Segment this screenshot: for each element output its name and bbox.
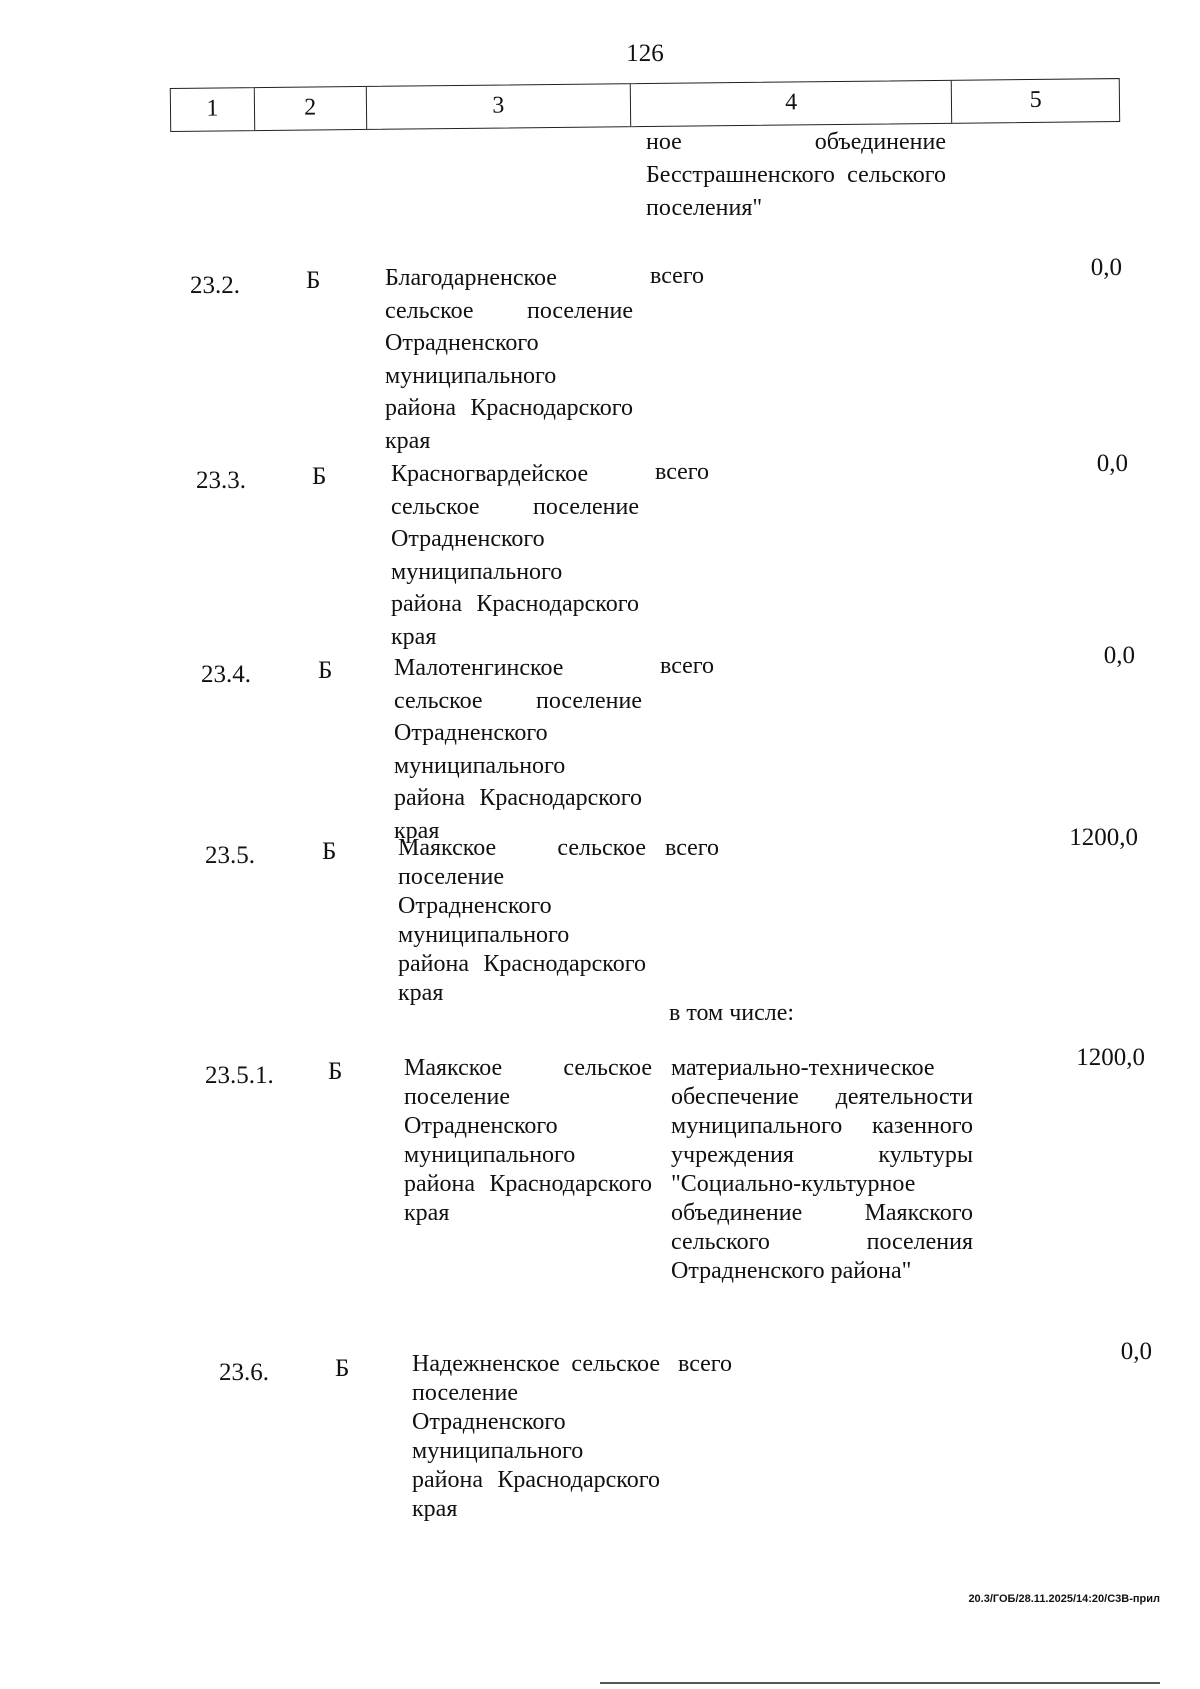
row-recipient-name: Надежненское сельское поселение Отрадненского муниципального района Краснодарского края — [412, 1351, 660, 1522]
column-header-5: 5 — [1029, 86, 1042, 113]
row-amount: 0,0 — [1120, 1338, 1152, 1365]
row-amount: 0,0 — [1096, 450, 1128, 477]
row-number: 23.6. — [219, 1359, 269, 1386]
row-amount: 0,0 — [1103, 642, 1135, 669]
continuation-text: ное объединение Бесстрашненского сельского поселения" — [646, 129, 946, 221]
row-purpose: всего — [678, 1351, 733, 1377]
row-purpose: всего — [655, 459, 710, 485]
row-kind: Б — [318, 657, 333, 684]
row-recipient-name: Благодарненское сельское поселение Отрадненского муниципального района Краснодарского края — [385, 265, 633, 454]
row-kind: Б — [328, 1058, 343, 1085]
row-purpose: всего — [665, 835, 720, 861]
row-recipient-name: Малотенгинское сельское поселение Отрадненского муниципального района Краснодарского края — [394, 655, 642, 844]
row-purpose: всего — [650, 263, 705, 289]
row-number: 23.2. — [190, 272, 240, 299]
page-number: 126 — [626, 40, 664, 67]
row-kind: Б — [335, 1355, 350, 1382]
column-header-1: 1 — [171, 88, 255, 131]
row-kind: Б — [322, 838, 337, 865]
column-header-3: 3 — [366, 84, 631, 129]
column-header-4: 4 — [631, 81, 953, 126]
row-number: 23.5.1. — [205, 1062, 274, 1089]
row-amount: 1200,0 — [1076, 1044, 1145, 1071]
footer-document-code: 20.3/ГОБ/28.11.2025/14:20/С3В-прил — [968, 1593, 1160, 1605]
row-number: 23.5. — [205, 842, 255, 869]
row-purpose: всего — [660, 653, 715, 679]
row-purpose: материально-техническое обеспечение деятельности муниципального казенного учреждения культуры "Социально-культурное объединение Маякского сельского поселения Отрадненского района" — [671, 1055, 973, 1284]
row-amount: 1200,0 — [1069, 824, 1138, 851]
row-recipient-name: Красногвардейское сельское поселение Отрадненского муниципального района Краснодарского края — [391, 461, 639, 650]
row-number: 23.3. — [196, 467, 246, 494]
row-number: 23.4. — [201, 661, 251, 688]
row-recipient-name: Маякское сельское поселение Отрадненского муниципального района Краснодарского края — [398, 835, 646, 1006]
row-kind: Б — [306, 267, 321, 294]
row-recipient-name: Маякское сельское поселение Отрадненского муниципального района Краснодарского края — [404, 1055, 652, 1226]
row-kind: Б — [312, 463, 327, 490]
column-header-2: 2 — [255, 87, 367, 130]
scan-bottom-edge — [600, 1682, 1160, 1684]
row-amount: 0,0 — [1090, 254, 1122, 281]
including-label: в том числе: — [669, 1000, 795, 1026]
table-header-row — [170, 78, 1120, 132]
